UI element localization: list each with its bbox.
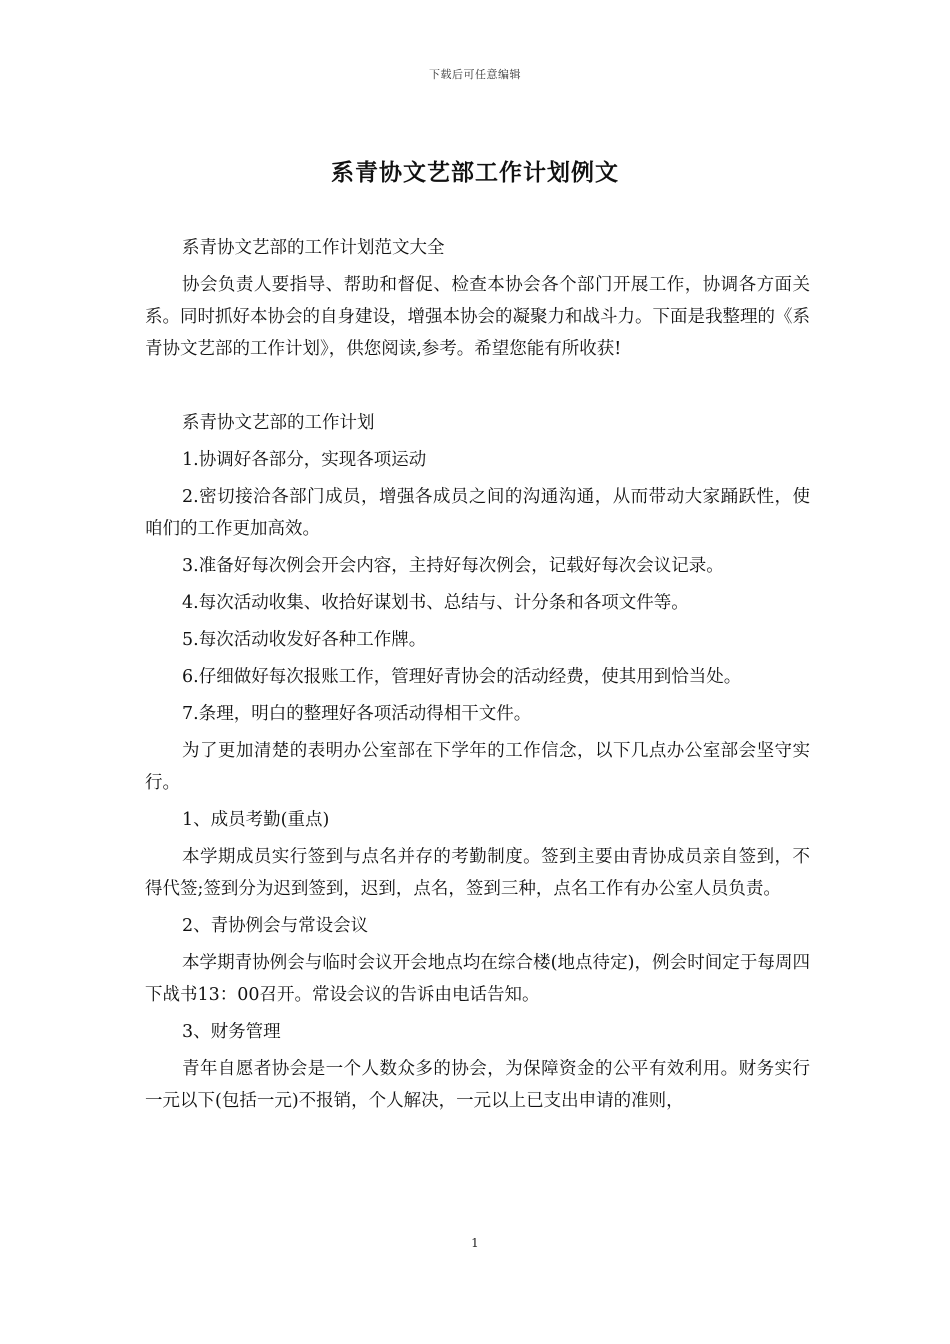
paragraph-intro: 协会负责人要指导、帮助和督促、检查本协会各个部门开展工作，协调各方面关系。同时抓好本协会的自身建设，增强本协会的凝聚力和战斗力。下面是我整理的《系青协文艺部的工作计划》，供您阅读,参考。希望您能有所收获! [145,275,810,359]
section-heading: 2、青协例会与常设会议 [182,916,369,936]
paragraph: 为了更加清楚的表明办公室部在下学年的工作信念，以下几点办公室部会坚守实行。 [145,741,810,793]
section-heading: 1、成员考勤(重点) [182,810,330,830]
page-header: 下载后可任意编辑 [429,68,521,81]
paragraph-plan-heading: 系青协文艺部的工作计划 [182,413,375,433]
list-item: 5.每次活动收发好各种工作牌。 [182,630,427,650]
list-item: 1.协调好各部分，实现各项运动 [182,450,427,470]
page-number: 1 [471,1236,479,1250]
section-heading: 3、财务管理 [182,1022,281,1042]
list-item: 2.密切接洽各部门成员，增强各成员之间的沟通沟通，从而带动大家踊跃性，使咱们的工作更加高效。 [145,487,810,539]
document-title: 系青协文艺部工作计划例文 [331,159,619,186]
paragraph: 青年自愿者协会是一个人数众多的协会，为保障资金的公平有效利用。财务实行一元以下(包括一元)不报销，个人解决，一元以上已支出申请的准则， [145,1059,810,1111]
list-item: 4.每次活动收集、收拾好谋划书、总结与、计分条和各项文件等。 [182,593,689,613]
document-body [145,232,810,1122]
paragraph-subtitle: 系青协文艺部的工作计划范文大全 [182,238,445,258]
paragraph: 本学期青协例会与临时会议开会地点均在综合楼(地点待定)，例会时间定于每周四下战书13：00召开。常设会议的告诉由电话告知。 [145,953,810,1005]
list-item: 7.条理，明白的整理好各项活动得相干文件。 [182,704,532,724]
list-item: 3.准备好每次例会开会内容，主持好每次例会，记载好每次会议记录。 [182,556,724,576]
paragraph: 本学期成员实行签到与点名并存的考勤制度。签到主要由青协成员亲自签到，不得代签;签到分为迟到签到，迟到，点名，签到三种，点名工作有办公室人员负责。 [145,847,810,899]
list-item: 6.仔细做好每次报账工作，管理好青协会的活动经费，使其用到恰当处。 [182,667,742,687]
